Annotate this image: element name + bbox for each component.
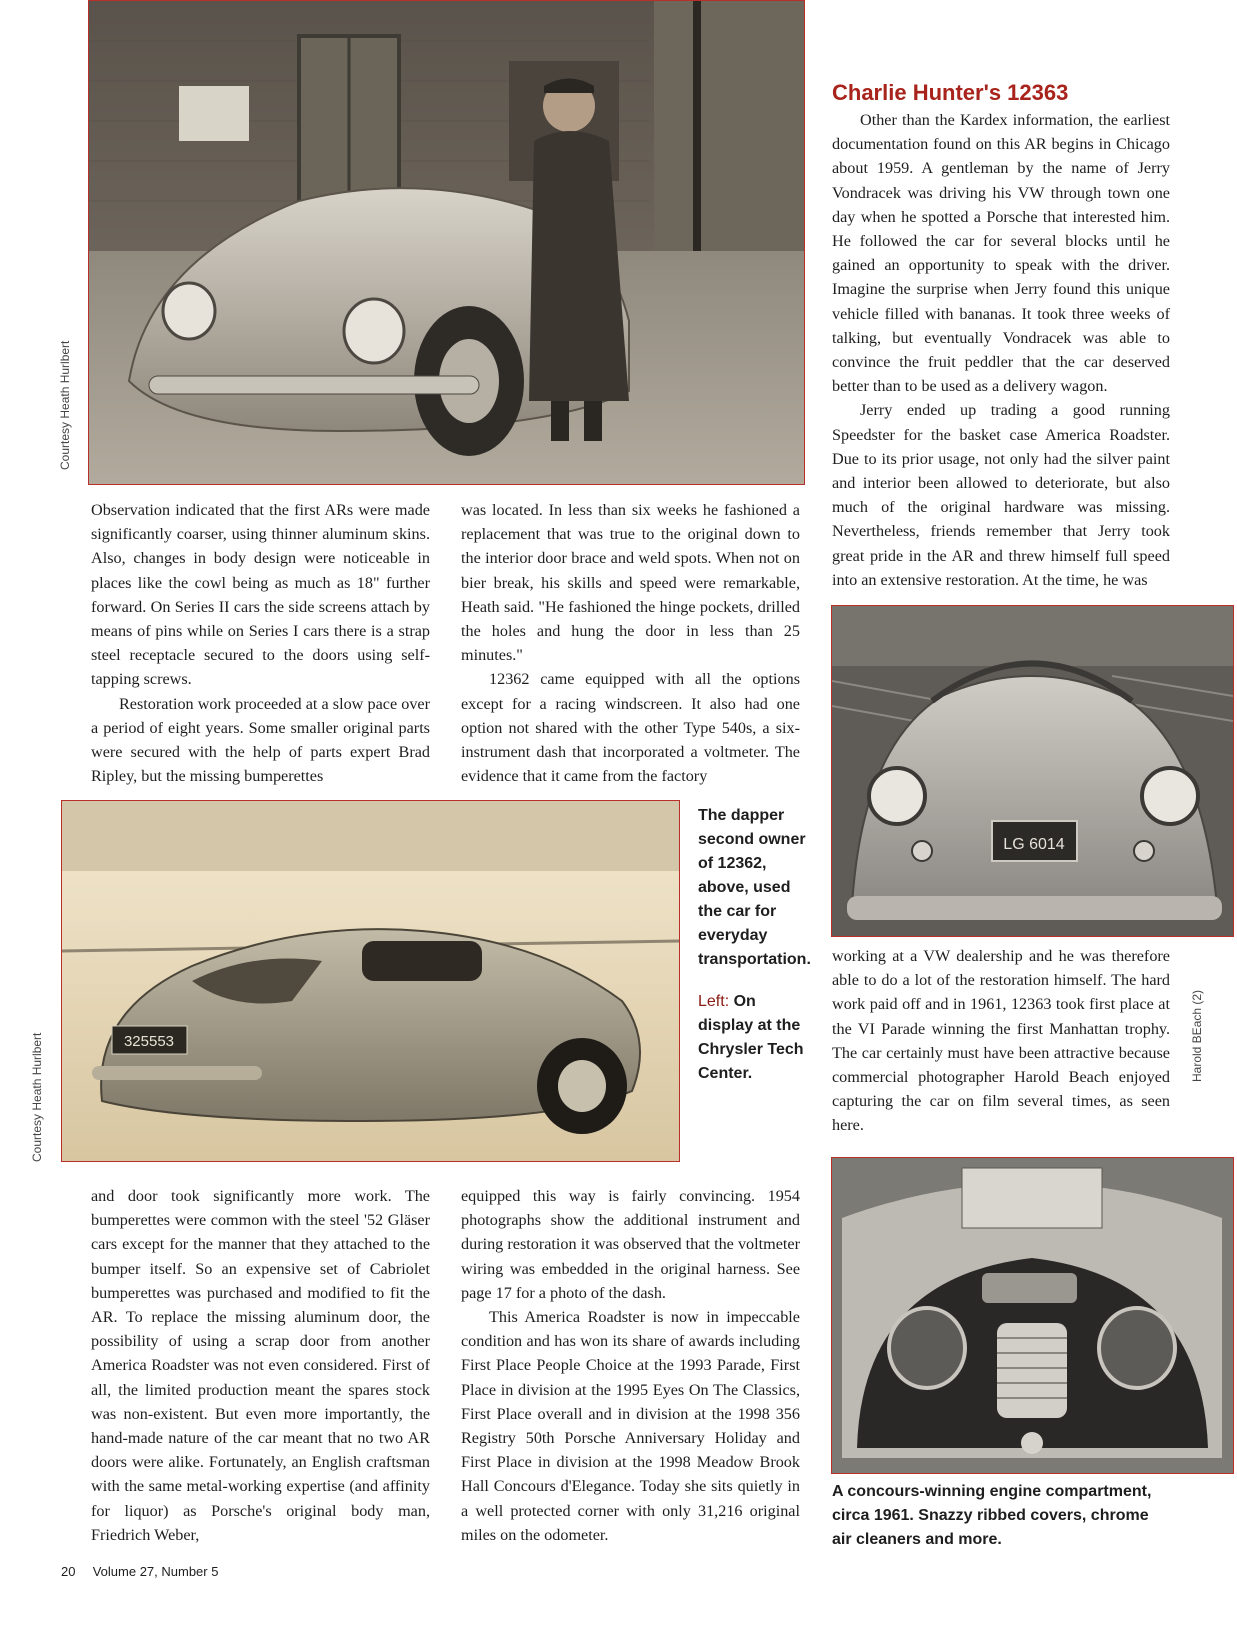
photo-owner-with-roadster-image bbox=[89, 1, 804, 484]
photo-roadster-display-image bbox=[62, 801, 679, 1161]
caption-middle-first: The dapper second owner of 12362, above, used the car for everyday transportation. bbox=[698, 807, 811, 968]
col1-paragraph-3: and door took significantly more work. The bumperettes were common with the steel '52 Gläser cars except for the manner that they attached to the bumper itself. So an expensive set of Cabriolet bumperettes was purchased and modified to fit the AR. To replace the missing aluminum door, the possibility of using a scrap door from another America Roadster was not even considered. First of all, the limited production meant the spares stock was non-existent. But even more importantly, the hand-made nature of the car meant that no two AR doors were alike. Fortunately, an English craftsman with the same metal-working expertise (and affinity for liquor) as Porsche's original body man, Friedrich Weber, bbox=[91, 1187, 430, 1544]
plate-rear: 325553 bbox=[123, 1033, 175, 1050]
photo-roadster-display bbox=[61, 800, 680, 1162]
right-paragraph-2: Jerry ended up trading a good running Speedster for the basket case America Roadster. Due to its prior usage, not only had the silver paint and interior been allowed to deteriorate, but also much of the original hardware was missing. Nevertheless, friends remember that Jerry took great pride in the AR and threw himself full speed into an extensive restoration. At the time, he was bbox=[832, 401, 1170, 589]
col2-paragraph-3: equipped this way is fairly convincing. 1954 photographs show the additional instrument and during restoration it was observed that the voltmeter wiring was embedded in the original harness. See page 17 for a photo of the dash. bbox=[461, 1187, 800, 1302]
photo-engine-compartment bbox=[831, 1157, 1234, 1474]
plate-front: LG 6014 bbox=[1003, 836, 1065, 853]
right-paragraph-1: Other than the Kardex information, the earliest documentation found on this AR begins in Chicago about 1959. A gentleman by the name of Jerry Vondracek was driving his VW through town one day when he spotted a Porsche that interested him. He followed the car for several blocks until he gained an opportunity to speak with the driver. Imagine the surprise when Jerry found this unique vehicle filled with bananas. It took three weeks of talking, but eventually Vondracek was able to convince the fruit peddler that the car deserved better than to be used as a delivery wagon. bbox=[832, 111, 1170, 396]
column-1-bottom-text bbox=[91, 1184, 430, 1547]
column-2-top-text bbox=[461, 498, 800, 788]
right-column-top-text bbox=[832, 108, 1170, 592]
caption-engine: A concours-winning engine compartment, circa 1961. Snazzy ribbed covers, chrome air cleaners and more. bbox=[832, 1483, 1152, 1548]
photo-owner-with-roadster bbox=[88, 0, 805, 485]
photo-credit-top: Courtesy Heath Hurlbert bbox=[58, 340, 72, 470]
col2-paragraph-2: 12362 came equipped with all the options except for a racing windscreen. It also had one option not shared with the other Type 540s, a six-instrument dash that incorporated a voltmeter. The evidence that it came from the factory bbox=[461, 670, 800, 786]
photo-credit-middle: Courtesy Heath Hurlbert bbox=[30, 1032, 44, 1162]
caption-middle-second: On display at the Chrysler Tech Center. bbox=[698, 993, 804, 1082]
caption-middle bbox=[698, 804, 811, 1086]
photo-engine-compartment-image bbox=[832, 1158, 1233, 1473]
col2-paragraph-1: was located. In less than six weeks he fashioned a replacement that was true to the original down to the interior door brace and weld spots. When not on bier break, his skills and speed were remarkable, Heath said. "He fashioned the hinge pockets, drilled the holes and hung the door in less than 25 minutes." bbox=[461, 501, 800, 665]
right-column-mid-text bbox=[832, 944, 1170, 1138]
col1-paragraph-1: Observation indicated that the first ARs were made significantly coarser, using thinner aluminum skins. Also, changes in body design were noticeable in places like the cowl being as much as 18" further forward. On Series II cars the side screens attach by means of pins while on Series I cars there is a strap steel receptacle secured to the doors using self-tapping screws. bbox=[91, 501, 430, 689]
photo-front-view-roadster bbox=[831, 605, 1234, 937]
col1-paragraph-2: Restoration work proceeded at a slow pace over a period of eight years. Some smaller original parts were secured with the help of parts expert Brad Ripley, but the missing bumperettes bbox=[91, 694, 430, 786]
page-number: 20 bbox=[61, 1564, 76, 1579]
column-2-bottom-text bbox=[461, 1184, 800, 1547]
photo-front-view-roadster-image bbox=[832, 606, 1233, 936]
page-footer bbox=[61, 1564, 218, 1579]
caption-middle-second-wrap bbox=[698, 990, 808, 1086]
right-paragraph-3: working at a VW dealership and he was therefore able to do a lot of the restoration himself. The hard work paid off and in 1961, 12363 took first place at the VI Parade winning the first Manhattan trophy. The car certainly must have been attractive because commercial photographer Harold Beach enjoyed capturing the car on film several times, as seen here. bbox=[832, 947, 1170, 1135]
caption-middle-lead: Left: bbox=[698, 993, 730, 1010]
col2-paragraph-4: This America Roadster is now in impeccable condition and has won its share of awards including First Place People Choice at the 1993 Parade, First Place in division at the 1995 Eyes On The Classics, First Place overall and in division at the 1998 356 Registry 50th Porsche Anniversary Holiday and First Place in division at the 1998 Meadow Brook Hall Concours d'Elegance. Today she sits quietly in a well protected corner with only 31,216 original miles on the odometer. bbox=[461, 1308, 800, 1544]
issue-info: Volume 27, Number 5 bbox=[92, 1564, 219, 1579]
column-1-top-text bbox=[91, 498, 430, 788]
photo-credit-right: Harold BEach (2) bbox=[1190, 989, 1204, 1082]
section-title: Charlie Hunter's 12363 bbox=[832, 80, 1069, 105]
